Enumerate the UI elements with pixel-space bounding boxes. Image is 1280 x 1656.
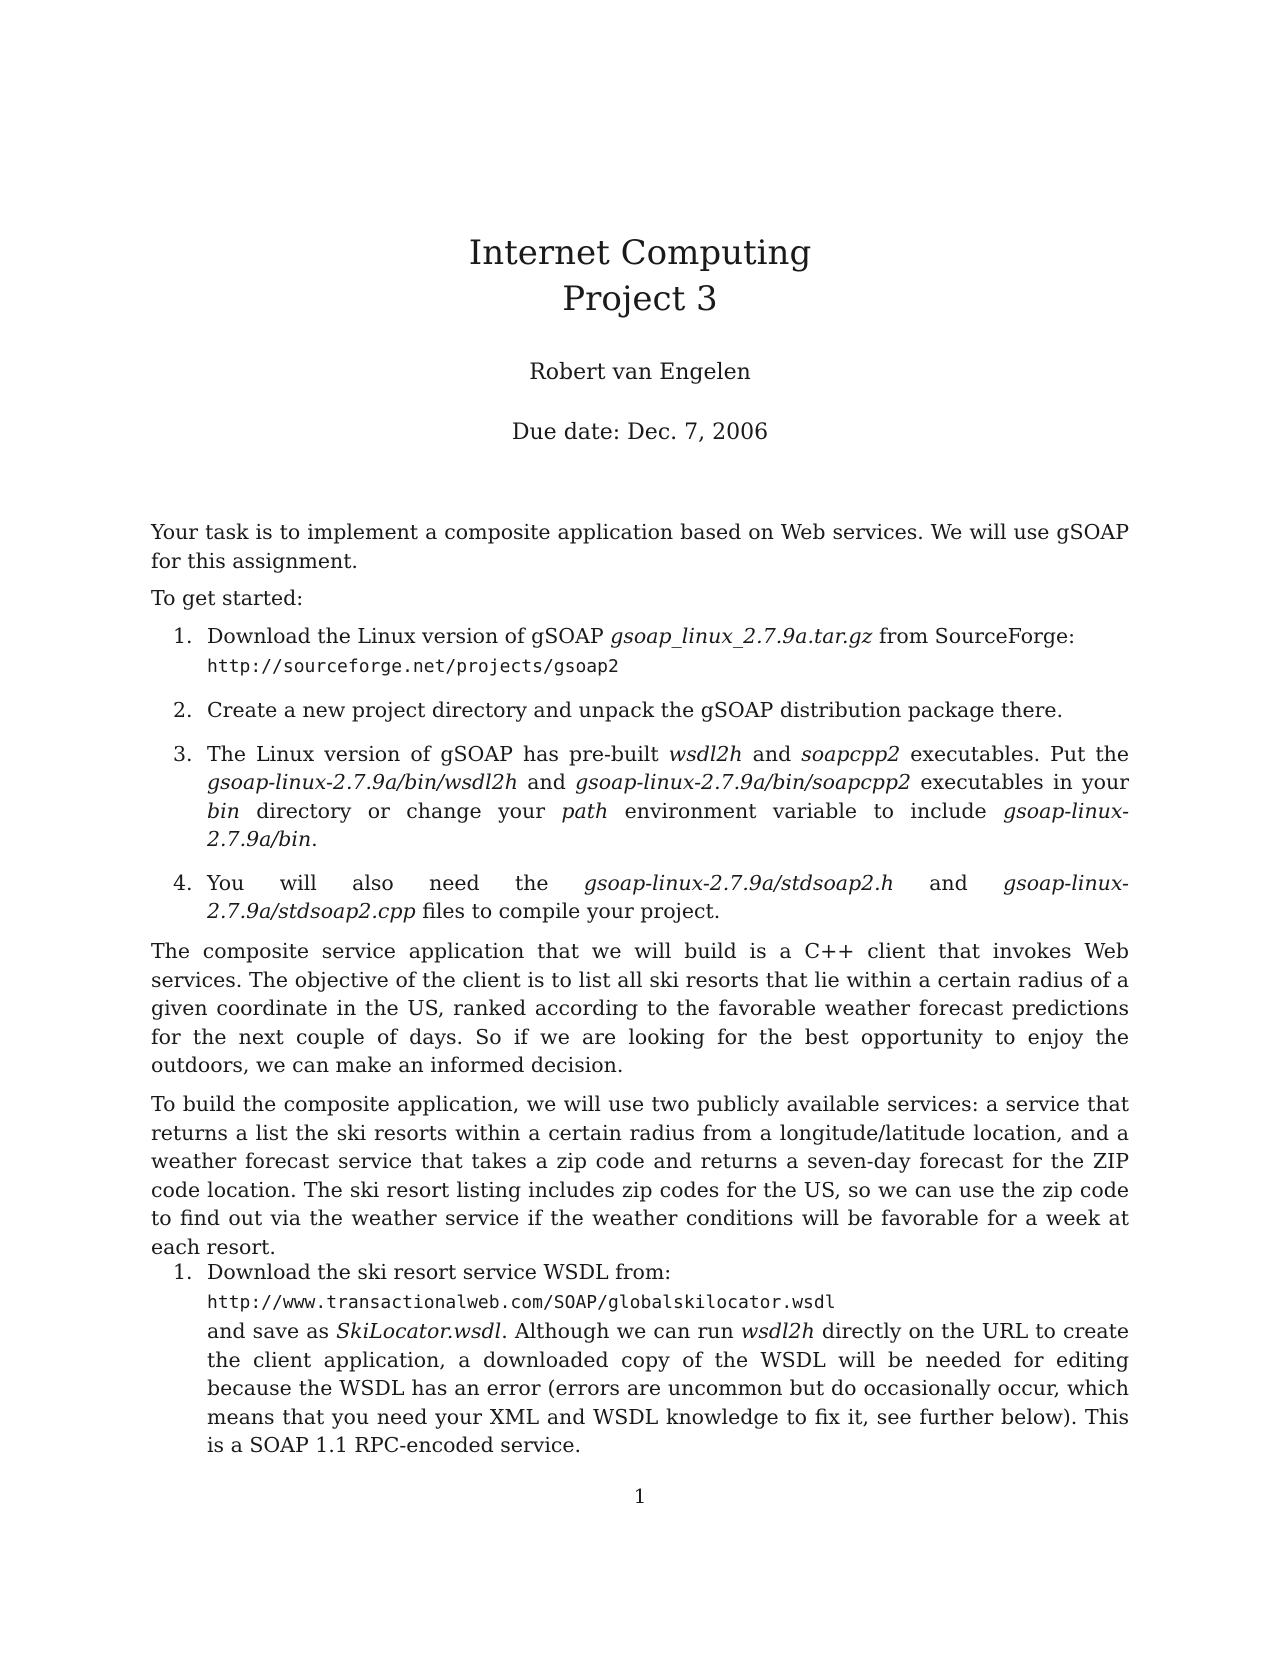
- sourceforge-url: http://sourceforge.net/projects/gsoap2: [207, 655, 619, 677]
- path: gsoap-linux-2.7.9a/bin: [207, 798, 1129, 851]
- list-item: [151, 1258, 1129, 1460]
- path: gsoap-linux-2.7.9a/bin/soapcpp2: [575, 770, 912, 794]
- list-number: 4.: [173, 870, 193, 895]
- path: gsoap-linux-2.7.9a/bin/wsdl2h: [207, 770, 518, 794]
- author: Robert van Engelen: [529, 360, 751, 385]
- wsdl-url: http://www.transactionalweb.com/SOAP/globalskilocator.wsdl: [207, 1291, 836, 1313]
- list-item: [151, 740, 1129, 854]
- step-text: Create a new project directory and unpack the gSOAP distribution package there.: [207, 698, 1064, 722]
- step-text: Download the Linux version of gSOAP: [207, 624, 611, 648]
- path: gsoap-linux-2.7.9a/stdsoap2.cpp: [207, 870, 1129, 923]
- step-text: and: [893, 870, 1004, 895]
- due-date: Due date: Dec. 7, 2006: [511, 420, 769, 445]
- step-text: and save as: [207, 1319, 337, 1343]
- page-number: 1: [633, 1484, 647, 1508]
- step-text: Download the ski resort service WSDL from:: [207, 1260, 672, 1284]
- setup-steps-list: [151, 622, 1129, 941]
- step-text: directly on the URL to create the client application, a downloaded copy of the WSDL will be needed for editing because the WSDL has an error (errors are uncommon but do occasionally occur, which means that you need your XML and WSDL knowledge to fix it, see further below). This is a SOAP 1.1 RPC-encoded service.: [207, 1319, 1130, 1457]
- title-line-1: Internet Computing: [468, 233, 812, 273]
- step-text: environment variable to include: [608, 798, 1004, 823]
- filename: SkiLocator.wsdl: [336, 1319, 502, 1343]
- step-text: . Although we can run: [501, 1319, 741, 1343]
- list-item: [151, 696, 1129, 725]
- term: wsdl2h: [668, 741, 743, 766]
- step-text: The Linux version of gSOAP has pre-built: [207, 741, 669, 766]
- intro-text: Your task is to implement a composite application based on Web services. We will use gSOAP for this assignment.: [151, 520, 1129, 573]
- step-text: directory or change your: [239, 798, 562, 823]
- term: path: [561, 798, 609, 823]
- path: gsoap-linux-2.7.9a/stdsoap2.h: [583, 870, 894, 895]
- step-text: .: [311, 827, 318, 851]
- step-text: files to compile your project.: [415, 899, 721, 923]
- term: wsdl2h: [740, 1319, 815, 1343]
- step-text: executables in your: [911, 770, 1129, 794]
- ski-steps-list: [151, 1258, 1129, 1475]
- list-item: [151, 622, 1129, 681]
- term: bin: [207, 798, 240, 823]
- document-title: [0, 230, 1280, 322]
- list-number: 1.: [173, 1260, 193, 1284]
- title-line-2: Project 3: [562, 279, 718, 319]
- step-text: from SourceForge:: [872, 624, 1076, 648]
- step-text: executables. Put the: [900, 741, 1129, 766]
- list-number: 3.: [173, 741, 193, 766]
- step-text: You will also need the: [207, 870, 584, 895]
- list-number: 1.: [173, 624, 193, 648]
- list-item: [151, 869, 1129, 926]
- build-paragraph: To build the composite application, we will use two publicly available services: a service that returns a list the ski resorts within a certain radius from a longitude/latitude location, and a weather forecast service that takes a zip code and returns a seven-day forecast for the ZIP code location. The ski resort listing includes zip codes for the US, so we can use the zip code to find out via the weather service if the weather conditions will be favorable for a week at each resort.: [151, 1092, 1129, 1259]
- step-text: and: [517, 770, 576, 794]
- list-number: 2.: [173, 698, 193, 722]
- filename: gsoap_linux_2.7.9a.tar.gz: [610, 624, 873, 648]
- intro-paragraph: [151, 518, 1129, 613]
- composite-paragraph: The composite service application that we will build is a C++ client that invokes Web services. The objective of the client is to list all ski resorts that lie within a certain radius of a given coordinate in the US, ranked according to the favorable weather forecast predictions for the next couple of days. So if we are looking for the best opportunity to enjoy the outdoors, we can make an informed decision.: [151, 939, 1129, 1077]
- get-started-text: To get started:: [151, 586, 304, 610]
- term: soapcpp2: [801, 741, 901, 766]
- step-text: and: [742, 741, 802, 766]
